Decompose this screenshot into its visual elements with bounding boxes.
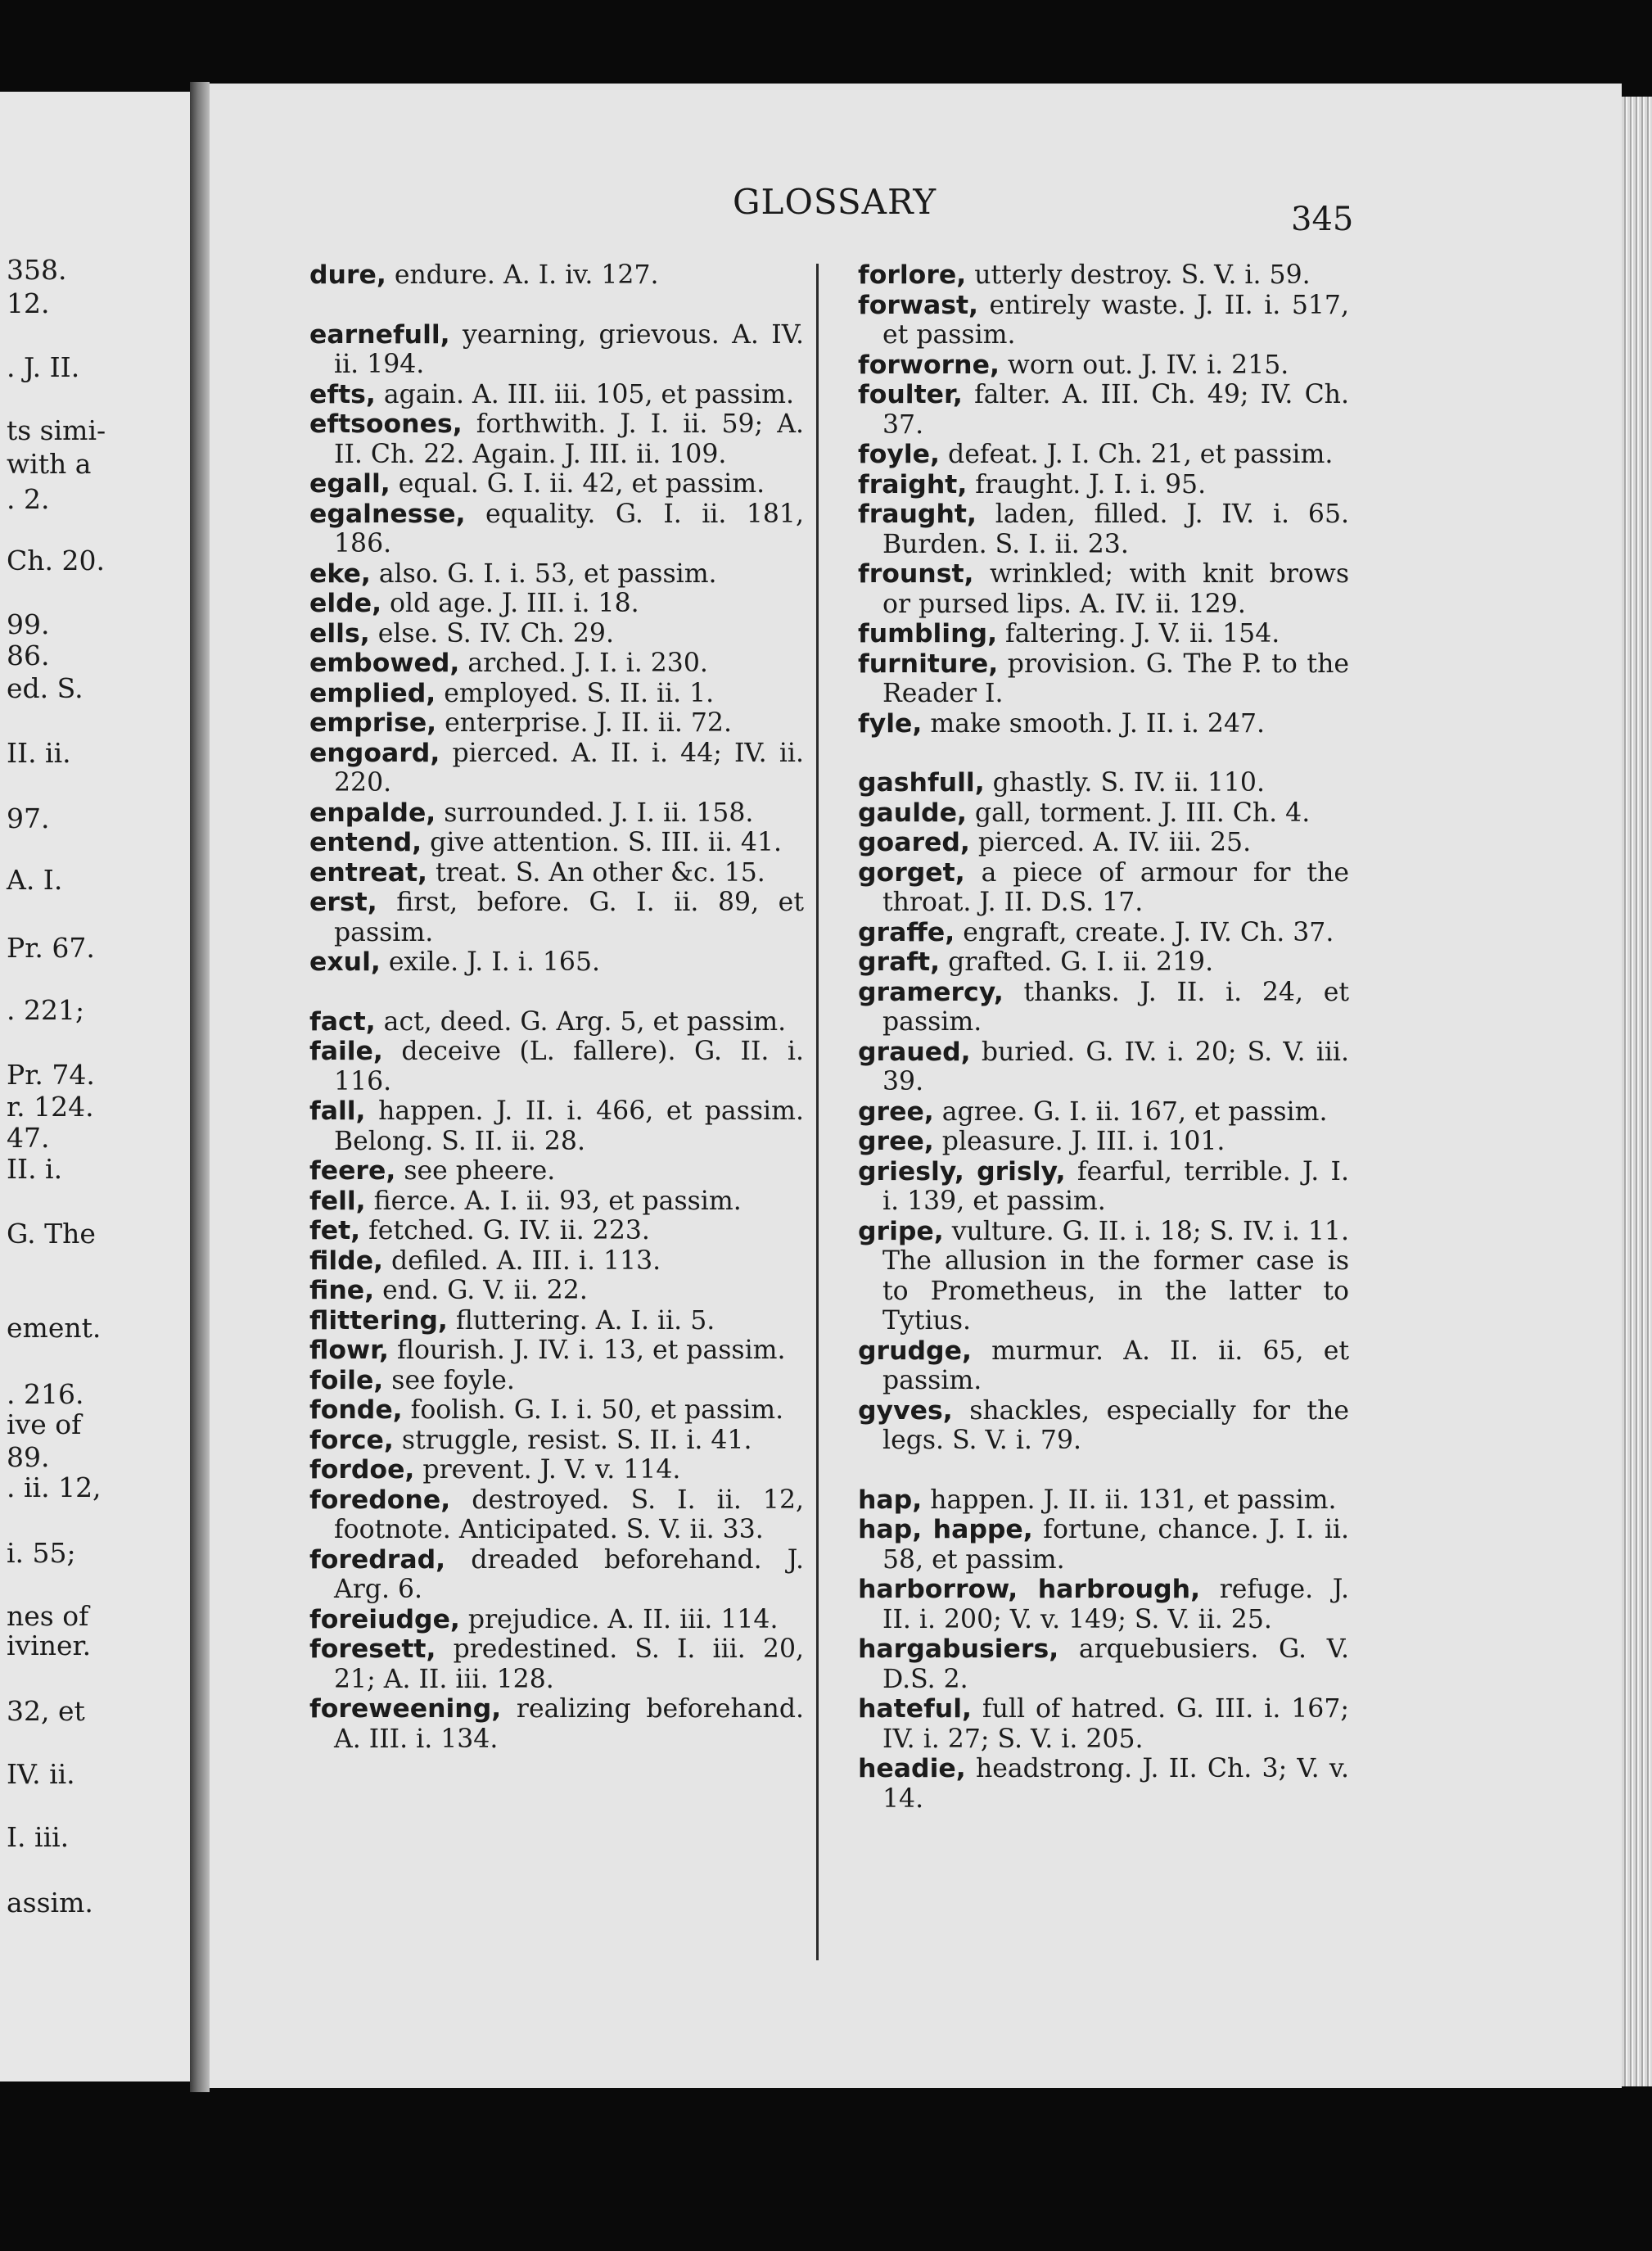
entry-headword: gripe, xyxy=(858,1216,944,1246)
facing-page-text-fragment: i. 55; xyxy=(7,1537,76,1569)
entry-definition: laden, filled. J. IV. i. 65. Burden. S. I. ii. 23. xyxy=(882,499,1349,559)
glossary-entry xyxy=(309,559,804,590)
entry-definition: gall, torment. J. III. Ch. 4. xyxy=(966,798,1311,828)
glossary-entry xyxy=(309,1156,804,1187)
entry-definition: yearning, grievous. A. IV. ii. 194. xyxy=(334,319,804,379)
entry-definition: faltering. J. V. ii. 154. xyxy=(997,619,1280,649)
entry-headword: fine, xyxy=(309,1276,375,1305)
entry-headword: fall, xyxy=(309,1096,366,1126)
entry-headword: embowed, xyxy=(309,649,460,678)
entry-headword: fyle, xyxy=(858,708,923,739)
glossary-entry xyxy=(309,828,804,858)
entry-definition: happen. J. II. i. 466, et passim. Belong. S. II. ii. 28. xyxy=(334,1096,804,1156)
entry-definition: exile. J. I. i. 165. xyxy=(380,947,601,977)
glossary-entry xyxy=(309,499,804,559)
glossary-entry xyxy=(858,1485,1349,1516)
facing-page-text-fragment: . 2. xyxy=(7,483,50,515)
entry-headword: egall, xyxy=(309,469,390,499)
entry-definition: defiled. A. III. i. 113. xyxy=(383,1245,661,1276)
entry-headword: hap, happe, xyxy=(858,1515,1033,1544)
entry-headword: fordoe, xyxy=(309,1455,415,1485)
section-gap xyxy=(309,291,804,320)
entry-headword: emplied, xyxy=(309,678,436,708)
entry-headword: foreiudge, xyxy=(309,1604,460,1634)
glossary-entry xyxy=(309,1395,804,1426)
entry-definition: pleasure. J. III. i. 101. xyxy=(933,1127,1225,1156)
scan-border-top xyxy=(0,0,1652,82)
entry-definition: realizing beforehand. A. III. i. 134. xyxy=(334,1694,804,1754)
entry-definition: also. G. I. i. 53, et passim. xyxy=(370,558,717,589)
entry-definition: equality. G. I. ii. 181, 186. xyxy=(334,499,804,558)
entry-headword: eke, xyxy=(309,558,371,589)
entry-definition: flourish. J. IV. i. 13, et passim. xyxy=(388,1336,786,1365)
entry-headword: foredone, xyxy=(309,1485,451,1515)
entry-definition: headstrong. J. II. Ch. 3; V. v. 14. xyxy=(882,1754,1349,1814)
glossary-entry xyxy=(858,1097,1349,1128)
facing-page-text-fragment: 12. xyxy=(7,287,50,319)
entry-headword: fet, xyxy=(309,1216,361,1245)
glossary-entry xyxy=(309,649,804,679)
glossary-entry xyxy=(858,978,1349,1037)
glossary-entry xyxy=(309,1187,804,1217)
glossary-entry xyxy=(858,649,1349,709)
entry-definition: full of hatred. G. III. i. 167; IV. i. 27; S. V. i. 205. xyxy=(882,1694,1349,1754)
facing-page-text-fragment: Ch. 20. xyxy=(7,545,105,576)
entry-definition: fetched. G. IV. ii. 223. xyxy=(360,1216,650,1245)
entry-definition: entirely waste. J. II. i. 517, et passim. xyxy=(882,290,1349,350)
entry-definition: happen. J. II. ii. 131, et passim. xyxy=(922,1485,1337,1515)
entry-definition: give attention. S. III. ii. 41. xyxy=(422,828,783,857)
glossary-entry xyxy=(309,1545,804,1605)
facing-page-text-fragment: assim. xyxy=(7,1887,93,1919)
glossary-entry xyxy=(309,1366,804,1396)
entry-definition: fierce. A. I. ii. 93, et passim. xyxy=(365,1186,742,1216)
entry-headword: hateful, xyxy=(858,1694,972,1724)
entry-headword: fraight, xyxy=(858,469,968,499)
entry-headword: furniture, xyxy=(858,649,999,679)
entry-headword: dure, xyxy=(309,260,386,290)
entry-headword: grudge, xyxy=(858,1336,972,1366)
facing-page-text-fragment: II. i. xyxy=(7,1153,63,1185)
entry-definition: dreaded beforehand. J. Arg. 6. xyxy=(334,1544,804,1604)
glossary-entry xyxy=(858,1127,1349,1157)
entry-definition: shackles, especially for the legs. S. V. i. 79. xyxy=(882,1395,1349,1455)
glossary-entry xyxy=(309,260,804,291)
entry-headword: elde, xyxy=(309,589,382,618)
glossary-entry xyxy=(858,768,1349,798)
facing-page-text-fragment: nes of xyxy=(7,1600,89,1632)
entry-headword: eftsoones, xyxy=(309,409,463,439)
entry-definition: murmur. A. II. ii. 65, et passim. xyxy=(882,1336,1349,1395)
glossary-column-right xyxy=(858,260,1349,1814)
entry-definition: vulture. G. II. i. 18; S. IV. i. 11. The allusion in the former case is to Prometheus, in the latter to Tytius. xyxy=(882,1216,1349,1336)
entry-definition: forthwith. J. I. ii. 59; A. II. Ch. 22. Again. J. III. ii. 109. xyxy=(334,409,804,469)
entry-definition: see pheere. xyxy=(395,1156,556,1186)
entry-headword: emprise, xyxy=(309,708,437,738)
glossary-entry xyxy=(858,440,1349,470)
glossary-entry xyxy=(858,709,1349,739)
entry-headword: graft, xyxy=(858,947,941,977)
entry-definition: make smooth. J. II. i. 247. xyxy=(922,708,1266,739)
glossary-entry xyxy=(858,559,1349,619)
glossary-entry xyxy=(858,499,1349,559)
entry-headword: forworne, xyxy=(858,350,1000,380)
facing-page-text-fragment: . 216. xyxy=(7,1378,84,1410)
entry-definition: pierced. A. II. i. 44; IV. ii. 220. xyxy=(334,738,804,798)
entry-headword: fact, xyxy=(309,1006,376,1037)
entry-headword: enpalde, xyxy=(309,798,436,828)
glossary-entry xyxy=(309,619,804,649)
facing-page-text-fragment: Pr. 67. xyxy=(7,932,95,964)
glossary-entry xyxy=(309,1276,804,1306)
entry-headword: harborrow, harbrough, xyxy=(858,1575,1201,1604)
facing-page-text-fragment: 32, et xyxy=(7,1695,85,1727)
column-rule xyxy=(816,264,819,1960)
glossary-entry xyxy=(858,470,1349,500)
entry-definition: else. S. IV. Ch. 29. xyxy=(369,618,614,649)
entry-definition: fluttering. A. I. ii. 5. xyxy=(447,1305,715,1336)
glossary-entry xyxy=(858,918,1349,948)
entry-headword: foyle, xyxy=(858,440,941,469)
facing-page-text-fragment: 99. xyxy=(7,608,50,640)
entry-definition: predestined. S. I. iii. 20, 21; A. II. iii. 128. xyxy=(334,1634,804,1694)
entry-definition: treat. S. An other &c. 15. xyxy=(427,857,765,888)
facing-page-text-fragment: ement. xyxy=(7,1312,102,1344)
entry-definition: refuge. J. II. i. 200; V. v. 149; S. V. ii. 25. xyxy=(882,1575,1349,1634)
glossary-entry xyxy=(309,679,804,709)
scan-border-bottom xyxy=(0,2092,1652,2251)
facing-page-fragment xyxy=(0,92,193,2081)
section-gap xyxy=(858,739,1349,768)
facing-page-text-fragment: G. The xyxy=(7,1218,96,1250)
entry-headword: hargabusiers, xyxy=(858,1634,1059,1664)
glossary-entry xyxy=(858,1754,1349,1814)
glossary-entry xyxy=(309,1694,804,1754)
entry-definition: fearful, terrible. J. I. i. 139, et passim. xyxy=(882,1156,1350,1216)
glossary-entry xyxy=(309,589,804,619)
entry-definition: first, before. G. I. ii. 89, et passim. xyxy=(334,888,804,947)
entry-definition: agree. G. I. ii. 167, et passim. xyxy=(933,1096,1328,1127)
entry-definition: a piece of armour for the throat. J. II. D.S. 17. xyxy=(882,857,1349,917)
entry-definition: engraft, create. J. IV. Ch. 37. xyxy=(955,917,1334,947)
facing-page-text-fragment: IV. ii. xyxy=(7,1758,75,1790)
glossary-entry xyxy=(309,1007,804,1037)
facing-page-text-fragment: 47. xyxy=(7,1122,50,1154)
glossary-entry xyxy=(309,1336,804,1366)
glossary-entry xyxy=(309,1485,804,1545)
entry-headword: flowr, xyxy=(309,1336,389,1365)
entry-headword: entreat, xyxy=(309,857,428,888)
book-gutter xyxy=(190,82,210,2096)
entry-headword: egalnesse, xyxy=(309,499,466,529)
facing-page-text-fragment: 97. xyxy=(7,802,50,834)
glossary-entry xyxy=(309,1605,804,1635)
facing-page-text-fragment: iviner. xyxy=(7,1629,92,1661)
entry-headword: foreweening, xyxy=(309,1694,502,1724)
entry-definition: employed. S. II. ii. 1. xyxy=(436,678,715,708)
glossary-entry xyxy=(309,1426,804,1456)
entry-definition: surrounded. J. I. ii. 158. xyxy=(436,798,754,828)
entry-headword: foile, xyxy=(309,1365,384,1395)
glossary-entry xyxy=(309,708,804,739)
glossary-entry xyxy=(309,1096,804,1156)
entry-definition: arquebusiers. G. V. D.S. 2. xyxy=(882,1634,1349,1694)
section-gap xyxy=(858,1456,1349,1485)
entry-definition: again. A. III. iii. 105, et passim. xyxy=(375,379,795,409)
entry-headword: gashfull, xyxy=(858,768,985,798)
entry-headword: headie, xyxy=(858,1754,966,1783)
entry-definition: grafted. G. I. ii. 219. xyxy=(940,947,1214,977)
entry-headword: gorget, xyxy=(858,857,965,888)
facing-page-text-fragment: 86. xyxy=(7,640,50,671)
entry-headword: foredrad, xyxy=(309,1544,446,1575)
entry-headword: entend, xyxy=(309,828,422,857)
glossary-entry xyxy=(858,260,1349,291)
section-gap xyxy=(309,978,804,1007)
glossary-column-left xyxy=(309,260,804,1754)
facing-page-text-fragment: I. iii. xyxy=(7,1821,70,1853)
glossary-entry xyxy=(858,619,1349,649)
entry-headword: fraught, xyxy=(858,499,977,529)
entry-definition: falter. A. III. Ch. 49; IV. Ch. 37. xyxy=(882,380,1349,440)
entry-definition: utterly destroy. S. V. i. 59. xyxy=(966,260,1311,290)
glossary-entry xyxy=(858,947,1349,978)
entry-headword: force, xyxy=(309,1425,394,1455)
entry-definition: pierced. A. IV. iii. 25. xyxy=(969,828,1252,857)
entry-headword: gramercy, xyxy=(858,977,1004,1007)
entry-definition: fraught. J. I. i. 95. xyxy=(967,469,1207,499)
glossary-entry xyxy=(309,739,804,798)
entry-definition: arched. J. I. i. 230. xyxy=(459,649,708,678)
entry-headword: fonde, xyxy=(309,1395,403,1425)
glossary-entry xyxy=(858,291,1349,350)
entry-headword: faile, xyxy=(309,1037,383,1066)
glossary-entry xyxy=(858,1634,1349,1694)
facing-page-text-fragment: 358. xyxy=(7,254,67,286)
page-number: 345 xyxy=(1291,201,1354,238)
entry-headword: frounst, xyxy=(858,559,974,589)
glossary-entry xyxy=(309,1306,804,1336)
entry-definition: ghastly. S. IV. ii. 110. xyxy=(984,768,1265,798)
entry-headword: gree, xyxy=(858,1096,934,1127)
entry-definition: deceive (L. fallere). G. II. i. 116. xyxy=(334,1037,804,1096)
entry-headword: forlore, xyxy=(858,260,967,290)
glossary-entry xyxy=(309,380,804,410)
entry-headword: gaulde, xyxy=(858,798,967,828)
entry-headword: hap, xyxy=(858,1485,923,1515)
entry-headword: erst, xyxy=(309,888,377,917)
entry-headword: flittering, xyxy=(309,1305,448,1336)
entry-definition: see foyle. xyxy=(383,1365,515,1395)
entry-definition: fortune, chance. J. I. ii. 58, et passim. xyxy=(882,1515,1349,1575)
entry-definition: prejudice. A. II. iii. 114. xyxy=(459,1604,779,1634)
glossary-entry xyxy=(309,1634,804,1694)
running-title: GLOSSARY xyxy=(733,182,937,222)
entry-definition: foolish. G. I. i. 50, et passim. xyxy=(402,1395,784,1425)
facing-page-text-fragment: . 221; xyxy=(7,994,85,1026)
glossary-entry xyxy=(309,1216,804,1246)
facing-page-text-fragment: . J. II. xyxy=(7,351,80,383)
entry-headword: graffe, xyxy=(858,917,955,947)
entry-headword: griesly, grisly, xyxy=(858,1156,1066,1187)
glossary-entry xyxy=(858,1694,1349,1754)
entry-definition: endure. A. I. iv. 127. xyxy=(386,260,659,290)
glossary-entry xyxy=(309,798,804,829)
entry-definition: enterprise. J. II. ii. 72. xyxy=(436,708,732,738)
glossary-entry xyxy=(309,469,804,499)
glossary-entry xyxy=(858,1396,1349,1456)
entry-definition: end. G. V. ii. 22. xyxy=(374,1276,588,1305)
glossary-entry xyxy=(858,828,1349,858)
glossary-entry xyxy=(858,1217,1349,1336)
facing-page-text-fragment: ts simi- xyxy=(7,414,106,446)
entry-definition: worn out. J. IV. i. 215. xyxy=(999,350,1289,380)
entry-definition: prevent. J. V. v. 114. xyxy=(414,1455,681,1485)
glossary-entry xyxy=(858,858,1349,918)
glossary-entry xyxy=(858,1037,1349,1097)
entry-headword: feere, xyxy=(309,1156,396,1186)
entry-headword: fumbling, xyxy=(858,619,998,649)
glossary-entry xyxy=(858,1157,1349,1217)
facing-page-text-fragment: r. 124. xyxy=(7,1091,94,1123)
glossary-entry xyxy=(309,320,804,380)
entry-definition: destroyed. S. I. ii. 12, footnote. Anticipated. S. V. ii. 33. xyxy=(334,1485,804,1544)
facing-page-text-fragment: with a xyxy=(7,448,92,480)
facing-page-text-fragment: ive of xyxy=(7,1408,82,1440)
facing-page-text-fragment: Pr. 74. xyxy=(7,1059,95,1091)
entry-headword: ells, xyxy=(309,618,370,649)
glossary-entry xyxy=(858,1575,1349,1634)
entry-headword: fell, xyxy=(309,1186,366,1216)
entry-headword: exul, xyxy=(309,947,381,977)
entry-definition: equal. G. I. ii. 42, et passim. xyxy=(390,469,765,499)
glossary-entry xyxy=(309,947,804,978)
entry-headword: foulter, xyxy=(858,380,963,409)
entry-definition: struggle, resist. S. II. i. 41. xyxy=(393,1425,752,1455)
glossary-entry xyxy=(858,1336,1349,1396)
entry-definition: defeat. J. I. Ch. 21, et passim. xyxy=(940,440,1334,469)
glossary-entry xyxy=(309,858,804,888)
entry-headword: engoard, xyxy=(309,738,440,768)
glossary-entry xyxy=(309,888,804,947)
entry-definition: wrinkled; with knit brows or pursed lips. A. IV. ii. 129. xyxy=(882,559,1349,619)
glossary-entry xyxy=(858,1515,1349,1575)
entry-headword: efts, xyxy=(309,379,376,409)
entry-headword: foresett, xyxy=(309,1634,436,1664)
glossary-entry xyxy=(309,1037,804,1096)
entry-headword: gree, xyxy=(858,1127,934,1156)
glossary-entry xyxy=(858,350,1349,381)
glossary-entry xyxy=(858,380,1349,440)
page-edges xyxy=(1622,97,1652,2086)
entry-definition: provision. G. The P. to the Reader I. xyxy=(882,649,1349,708)
glossary-entry xyxy=(309,1246,804,1277)
entry-headword: filde, xyxy=(309,1245,384,1276)
entry-definition: old age. J. III. i. 18. xyxy=(381,589,639,618)
entry-headword: gyves, xyxy=(858,1395,953,1426)
entry-headword: forwast, xyxy=(858,290,979,320)
facing-page-text-fragment: 89. xyxy=(7,1441,50,1473)
entry-definition: thanks. J. II. i. 24, et passim. xyxy=(882,977,1349,1037)
entry-definition: buried. G. IV. i. 20; S. V. iii. 39. xyxy=(882,1037,1349,1096)
entry-headword: earnefull, xyxy=(309,319,450,350)
entry-definition: act, deed. G. Arg. 5, et passim. xyxy=(375,1006,787,1037)
facing-page-text-fragment: ed. S. xyxy=(7,672,84,704)
facing-page-text-fragment: . ii. 12, xyxy=(7,1471,102,1503)
glossary-entry xyxy=(309,1455,804,1485)
facing-page-text-fragment: II. ii. xyxy=(7,737,71,769)
entry-headword: goared, xyxy=(858,828,970,857)
entry-headword: graued, xyxy=(858,1037,971,1067)
glossary-entry xyxy=(309,409,804,469)
facing-page-text-fragment: A. I. xyxy=(7,864,63,896)
glossary-entry xyxy=(858,798,1349,829)
